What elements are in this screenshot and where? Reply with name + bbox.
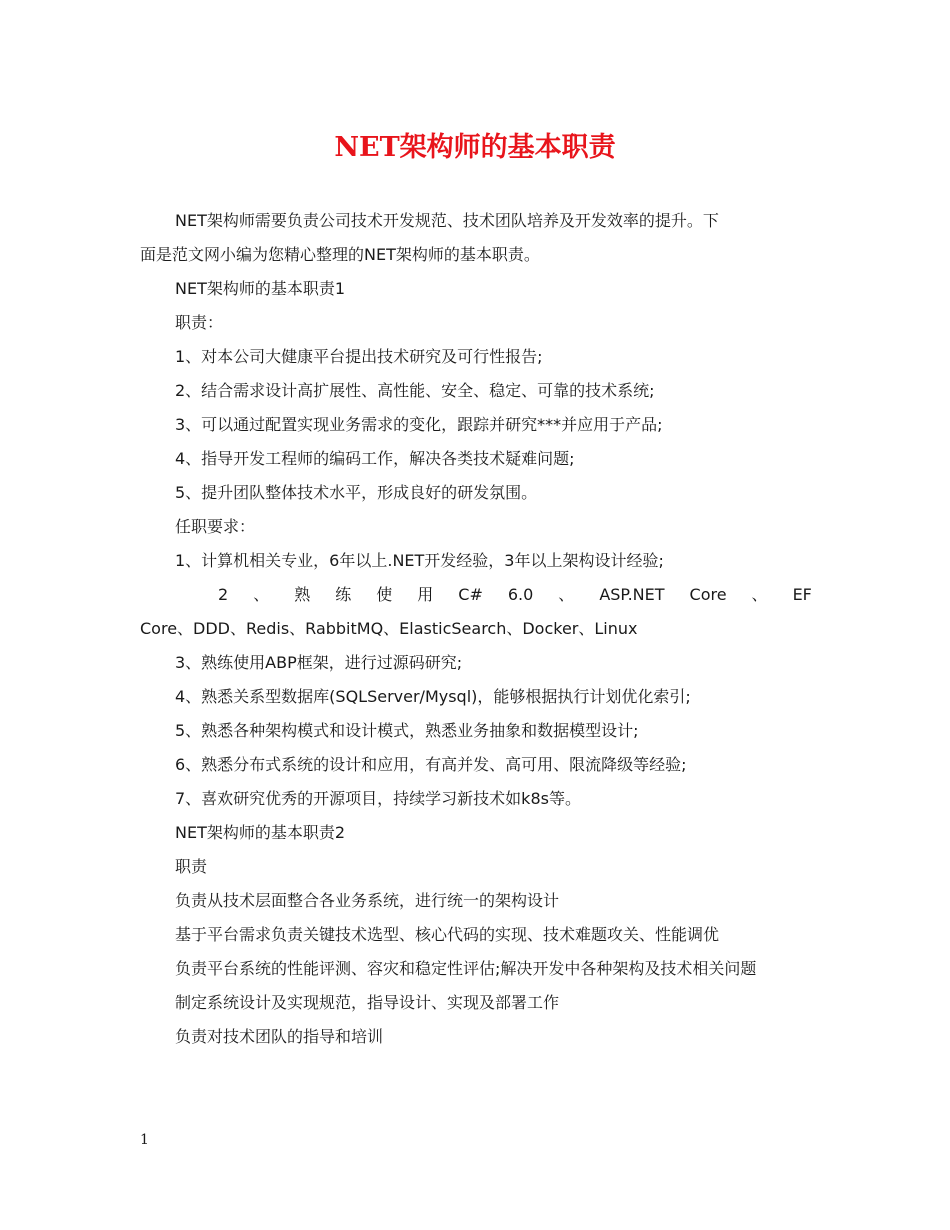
intro-line-2: 面是范文网小编为您精心整理的NET架构师的基本职责。: [140, 245, 540, 264]
section-2-heading: NET架构师的基本职责2: [175, 823, 346, 842]
duty-item-3: 3、可以通过配置实现业务需求的变化，跟踪并研究***并应用于产品;: [175, 415, 663, 434]
requirement-item-1: 1、计算机相关专业，6年以上.NET开发经验，3年以上架构设计经验;: [175, 551, 664, 570]
requirement-item-6: 6、熟悉分布式系统的设计和应用，有高并发、高可用、限流降级等经验;: [175, 755, 687, 774]
section-1-duties-label: 职责：: [175, 313, 224, 332]
section-1-heading: NET架构师的基本职责1: [175, 279, 346, 298]
document-body: [140, 204, 812, 1054]
requirement-item-3: 3、熟练使用ABP框架，进行过源码研究;: [175, 653, 463, 672]
req2-token: 练: [335, 585, 352, 604]
page-number: 1: [140, 1132, 149, 1148]
duty-item-4: 4、指导开发工程师的编码工作，解决各类技术疑难问题;: [175, 449, 575, 468]
req2-token: C#: [458, 585, 483, 604]
section-1-requirements-label: 任职要求：: [175, 517, 256, 536]
req2-token: ASP.NET: [599, 585, 665, 604]
req2-token: 6.0: [507, 585, 534, 604]
requirement-item-2-line: [140, 578, 812, 612]
section-2-item-4: 制定系统设计及实现规范，指导设计、实现及部署工作: [175, 993, 560, 1012]
requirement-item-4: 4、熟悉关系型数据库(SQLServer/Mysql)，能够根据执行计划优化索引;: [175, 687, 691, 706]
requirement-item-7: 7、喜欢研究优秀的开源项目，持续学习新技术如k8s等。: [175, 789, 581, 808]
requirement-item-5: 5、熟悉各种架构模式和设计模式，熟悉业务抽象和数据模型设计;: [175, 721, 639, 740]
requirement-item-2-continuation: Core、DDD、Redis、RabbitMQ、ElasticSearch、Docker、Linux: [140, 619, 638, 638]
req2-token: 、: [558, 585, 575, 604]
req2-token: 、: [253, 585, 270, 604]
section-2-item-5: 负责对技术团队的指导和培训: [175, 1027, 384, 1046]
document-title: NET架构师的基本职责: [334, 132, 616, 163]
req2-token: 用: [417, 585, 434, 604]
req2-token: 2: [218, 585, 229, 604]
section-2-duties-label: 职责: [175, 857, 208, 876]
req2-token: 熟: [294, 585, 311, 604]
req2-token: 、: [751, 585, 768, 604]
req2-token: Core: [689, 585, 727, 604]
req2-token: EF: [792, 585, 812, 604]
duty-item-5: 5、提升团队整体技术水平，形成良好的研发氛围。: [175, 483, 538, 502]
duty-item-2: 2、结合需求设计高扩展性、高性能、安全、稳定、可靠的技术系统;: [175, 381, 655, 400]
section-2-item-2: 基于平台需求负责关键技术选型、核心代码的实现、技术难题攻关、性能调优: [175, 925, 720, 944]
duty-item-1: 1、对本公司大健康平台提出技术研究及可行性报告;: [175, 347, 543, 366]
req2-token: 使: [376, 585, 393, 604]
intro-line-1: NET架构师需要负责公司技术开发规范、技术团队培养及开发效率的提升。下: [175, 211, 719, 230]
section-2-item-3: 负责平台系统的性能评测、容灾和稳定性评估;解决开发中各种架构及技术相关问题: [175, 959, 757, 978]
section-2-item-1: 负责从技术层面整合各业务系统，进行统一的架构设计: [175, 891, 560, 910]
